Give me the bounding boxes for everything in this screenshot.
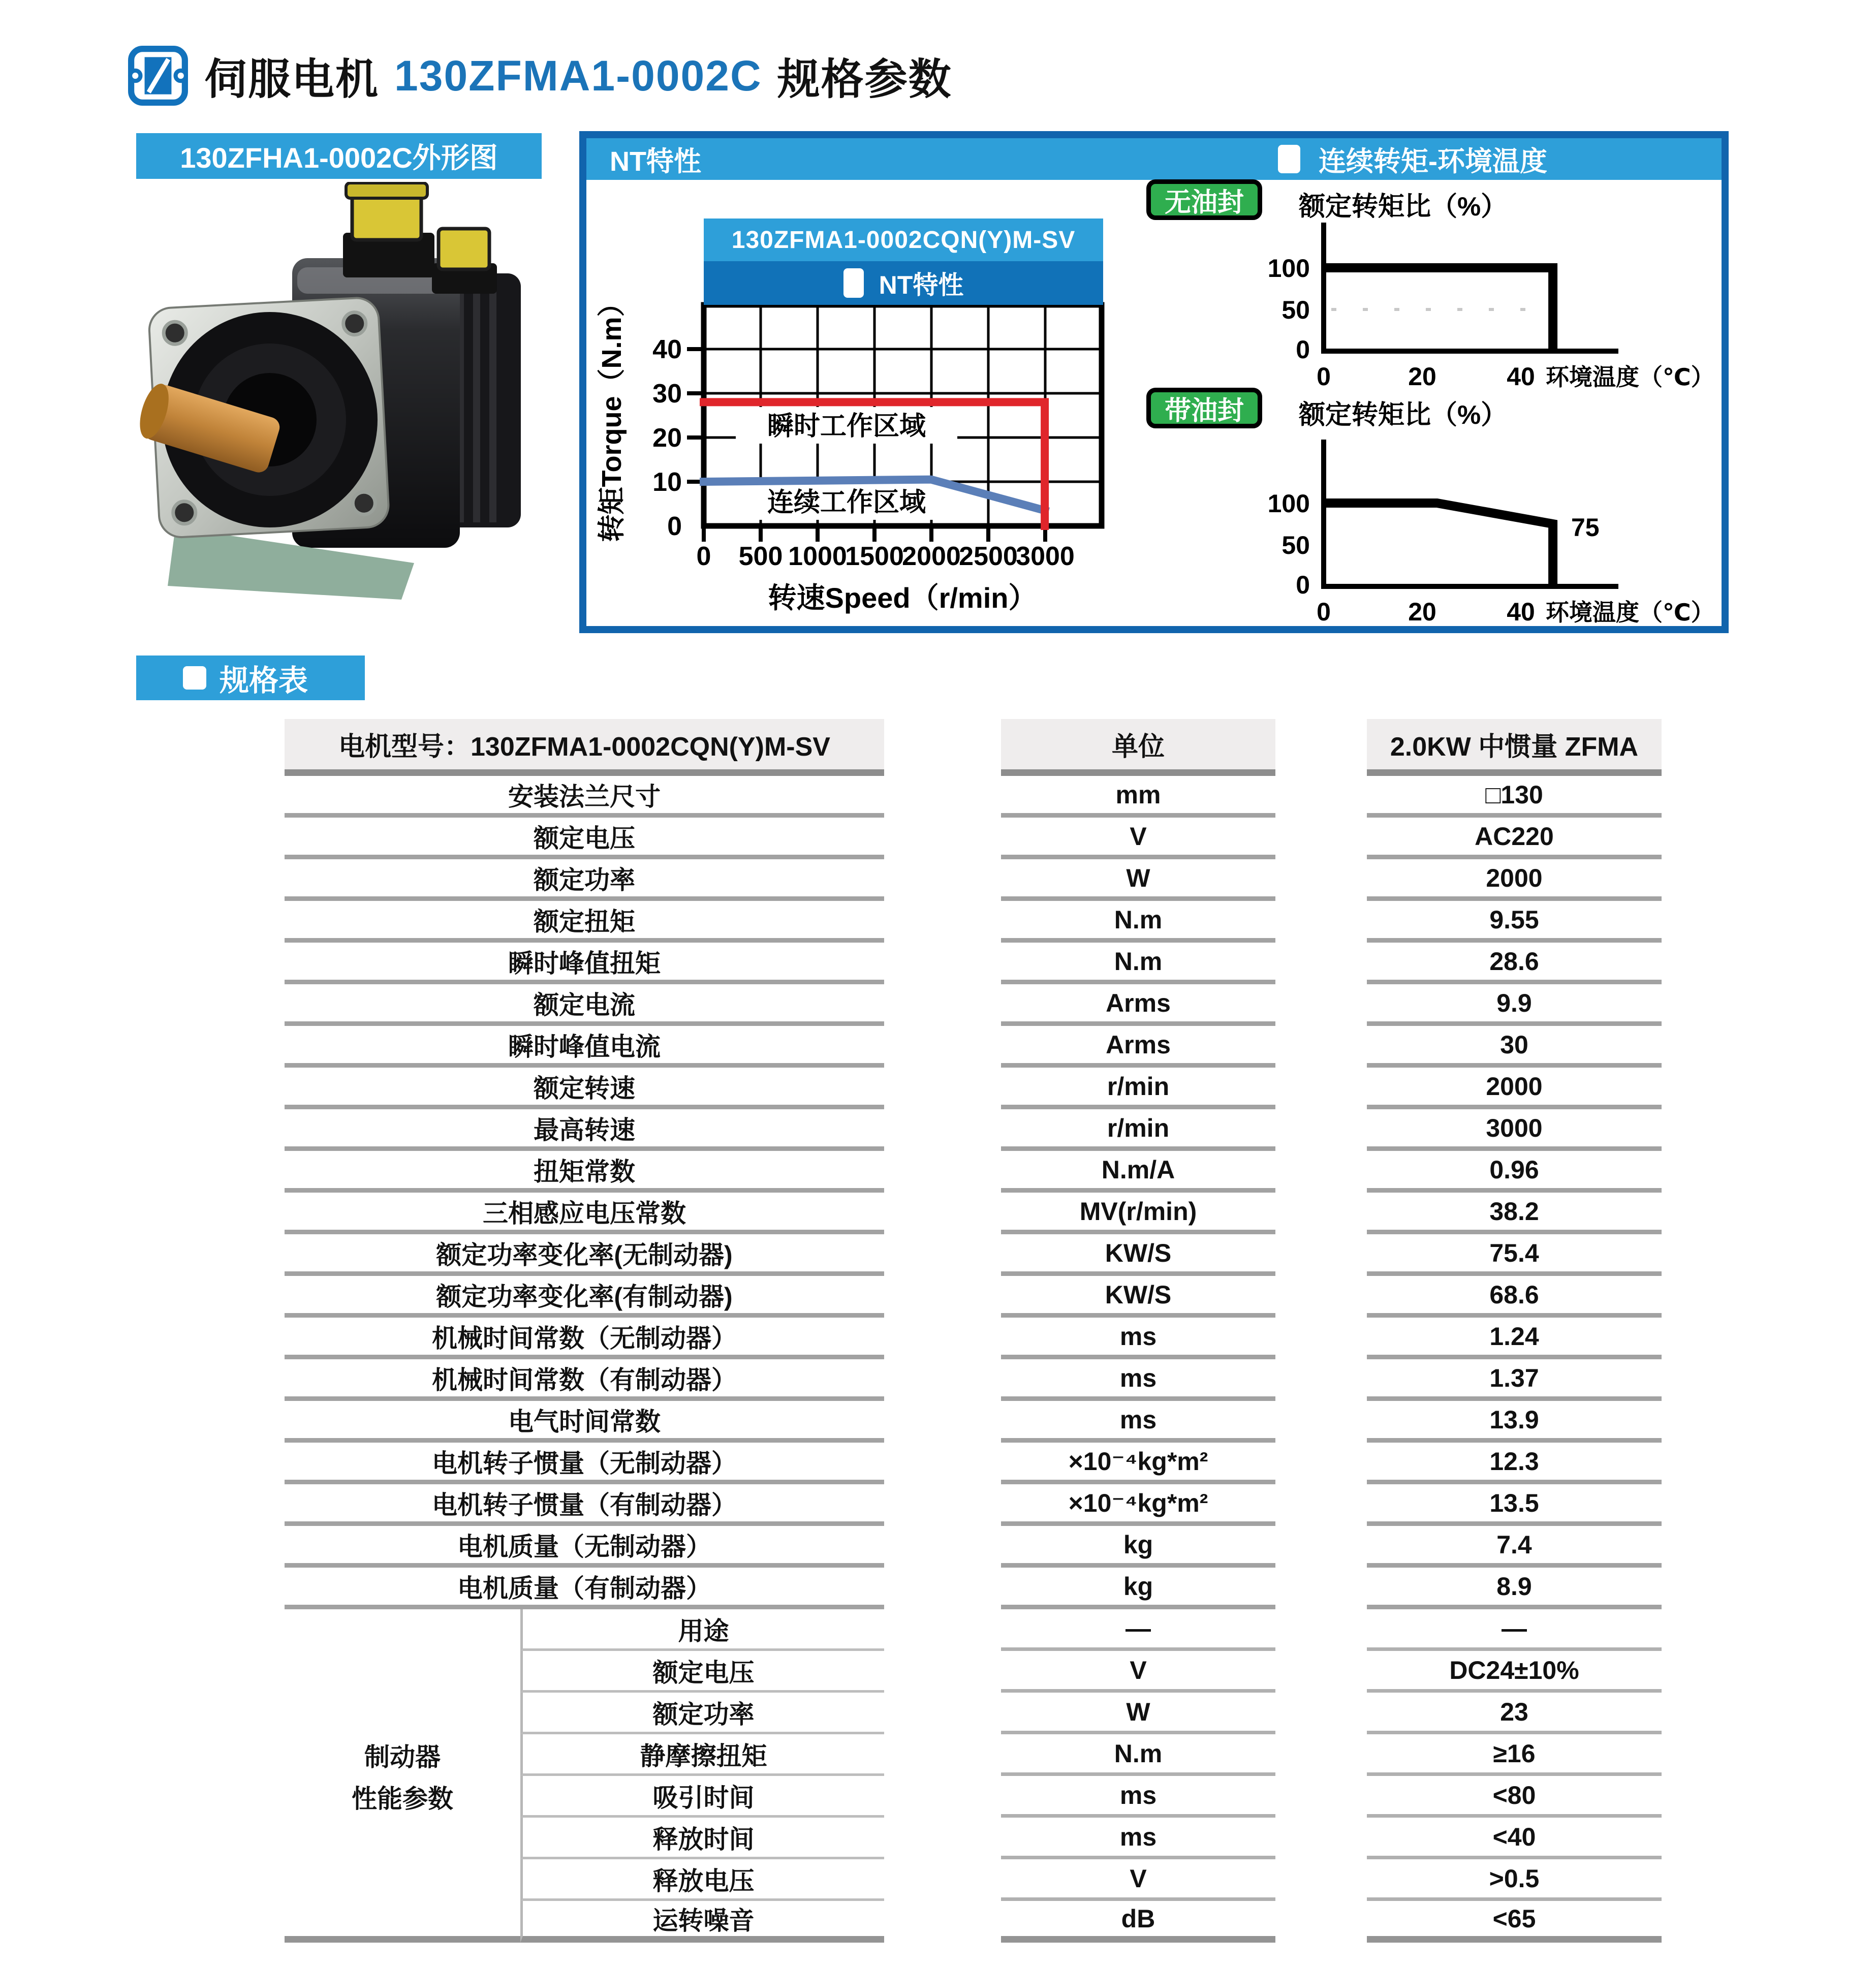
- table-row: [285, 1484, 1662, 1526]
- brake-group-line1: 制动器: [364, 1743, 441, 1771]
- param-value: 8.9: [1367, 1568, 1662, 1609]
- param-value: 28.6: [1367, 943, 1662, 984]
- os-line: [1324, 503, 1553, 586]
- param-name: 运转噪音: [520, 1901, 884, 1943]
- param-unit: W: [1001, 1693, 1275, 1734]
- motor-logo-icon: [127, 45, 189, 107]
- param-name: 安装法兰尺寸: [285, 776, 884, 818]
- table-row: [285, 1068, 1662, 1109]
- param-name: 电机转子惯量（有制动器）: [285, 1484, 884, 1526]
- param-name: 电机质量（有制动器）: [285, 1568, 884, 1609]
- of-xlabel: 环境温度（℃）: [1546, 364, 1714, 390]
- param-value: 75.4: [1367, 1234, 1662, 1276]
- param-value: <65: [1367, 1901, 1662, 1943]
- brake-group-line2: 性能参数: [352, 1785, 453, 1813]
- nt-ytick: 40: [652, 335, 682, 364]
- of-ytick: 0: [1296, 335, 1310, 364]
- param-unit: ms: [1001, 1818, 1275, 1859]
- param-value: —: [1367, 1609, 1662, 1651]
- param-value: 68.6: [1367, 1276, 1662, 1318]
- table-row: [285, 1318, 1662, 1359]
- param-name: 释放电压: [520, 1859, 884, 1901]
- param-unit: —: [1001, 1609, 1275, 1651]
- param-value: 1.37: [1367, 1359, 1662, 1401]
- param-value: 23: [1367, 1693, 1662, 1734]
- page-title: [127, 44, 952, 108]
- nt-chart-subtitle: [704, 261, 1103, 305]
- title-prefix: 伺服电机: [204, 55, 380, 103]
- param-value: 2000: [1367, 859, 1662, 901]
- param-name: 释放时间: [520, 1818, 884, 1859]
- nt-xtick: 1000: [788, 542, 847, 571]
- nt-header-label: NT特性: [610, 146, 701, 177]
- os-xtick: 20: [1408, 598, 1436, 626]
- param-value: □130: [1367, 776, 1662, 818]
- param-value: 38.2: [1367, 1193, 1662, 1234]
- param-value: 9.9: [1367, 984, 1662, 1026]
- nt-ylabel: 转矩Torque（N.m）: [597, 289, 627, 542]
- param-unit: Arms: [1001, 984, 1275, 1026]
- param-name: 额定转速: [285, 1068, 884, 1109]
- of-line: [1324, 268, 1553, 351]
- of-xtick: 40: [1507, 362, 1535, 391]
- param-value: <40: [1367, 1818, 1662, 1859]
- nt-ytick: 30: [652, 379, 682, 409]
- param-unit: kg: [1001, 1526, 1275, 1568]
- spec-table-badge: [136, 656, 365, 700]
- white-square-icon: [183, 666, 206, 690]
- torque-temp-header-label: 连续转矩-环境温度: [1319, 146, 1547, 177]
- param-name: 瞬时峰值扭矩: [285, 943, 884, 984]
- white-square-icon: [843, 268, 864, 298]
- param-name: 最高转速: [285, 1109, 884, 1151]
- oil-seal-chart: [1268, 440, 1714, 626]
- param-name: 额定电流: [285, 984, 884, 1026]
- param-unit: KW/S: [1001, 1234, 1275, 1276]
- param-name: 扭矩常数: [285, 1151, 884, 1193]
- param-unit: V: [1001, 818, 1275, 859]
- os-annotation-75: 75: [1571, 513, 1600, 542]
- motor-photo-label: 130ZFHA1-0002C外形图: [136, 133, 542, 179]
- param-name: 用途: [520, 1609, 884, 1651]
- param-unit: mm: [1001, 776, 1275, 818]
- table-row: [285, 776, 1662, 818]
- table-row: [285, 1276, 1662, 1318]
- param-value: 2000: [1367, 1068, 1662, 1109]
- characteristics-panel: [579, 131, 1729, 633]
- param-unit: V: [1001, 1859, 1275, 1901]
- param-value: 9.55: [1367, 901, 1662, 943]
- os-ytick: 100: [1267, 489, 1310, 518]
- param-unit: kg: [1001, 1568, 1275, 1609]
- oil-seal-ylabel: 额定转矩比（%）: [1299, 400, 1508, 430]
- param-name: 电机质量（无制动器）: [285, 1526, 884, 1568]
- oil-free-ylabel: 额定转矩比（%）: [1299, 192, 1508, 222]
- table-row: [285, 943, 1662, 984]
- table-row: [285, 1443, 1662, 1484]
- os-ytick: 50: [1281, 531, 1310, 559]
- param-unit: N.m: [1001, 943, 1275, 984]
- param-unit: N.m: [1001, 1734, 1275, 1776]
- param-name: 额定电压: [285, 818, 884, 859]
- spec-table-body: [285, 776, 1662, 1609]
- nt-ytick: 20: [652, 423, 682, 453]
- param-name: 额定扭矩: [285, 901, 884, 943]
- param-unit: N.m: [1001, 901, 1275, 943]
- param-unit: ms: [1001, 1776, 1275, 1818]
- nt-ytick: 10: [652, 467, 682, 497]
- oil-free-badge: 无油封: [1146, 179, 1262, 220]
- nt-region-continuous: 连续工作区域: [767, 488, 926, 517]
- param-name: 电气时间常数: [285, 1401, 884, 1443]
- spec-table-header: [285, 719, 1662, 776]
- os-xtick: 0: [1317, 598, 1331, 626]
- nt-xtick: 500: [738, 542, 783, 571]
- param-value: 12.3: [1367, 1443, 1662, 1484]
- param-unit: r/min: [1001, 1068, 1275, 1109]
- param-value: 0.96: [1367, 1151, 1662, 1193]
- param-name: 额定电压: [520, 1651, 884, 1693]
- param-name: 电机转子惯量（无制动器）: [285, 1443, 884, 1484]
- table-row: [285, 859, 1662, 901]
- param-value: AC220: [1367, 818, 1662, 859]
- of-ytick: 50: [1281, 296, 1310, 324]
- param-unit: N.m/A: [1001, 1151, 1275, 1193]
- title-suffix: 规格参数: [777, 55, 952, 103]
- table-row: [285, 1359, 1662, 1401]
- title-model: 130ZFMA1-0002C: [394, 51, 762, 100]
- param-name: 吸引时间: [520, 1776, 884, 1818]
- param-value: DC24±10%: [1367, 1651, 1662, 1693]
- of-xtick: 0: [1317, 362, 1331, 391]
- param-name: 机械时间常数（有制动器）: [285, 1359, 884, 1401]
- param-unit: r/min: [1001, 1109, 1275, 1151]
- param-value: ≥16: [1367, 1734, 1662, 1776]
- motor-connectors: [343, 183, 497, 294]
- os-xtick: 40: [1507, 598, 1535, 626]
- nt-xtick: 2000: [902, 542, 961, 571]
- table-row: [285, 1568, 1662, 1609]
- spec-table: [285, 719, 1662, 1943]
- nt-chart: [597, 290, 1102, 614]
- table-row: [285, 1026, 1662, 1068]
- brake-group-label: [285, 1609, 520, 1943]
- param-value: >0.5: [1367, 1859, 1662, 1901]
- motor-photo: [140, 182, 536, 604]
- nt-chart-title: 130ZFMA1-0002CQN(Y)M-SV: [704, 219, 1103, 261]
- nt-region-instant: 瞬时工作区域: [767, 412, 926, 441]
- param-value: 13.9: [1367, 1401, 1662, 1443]
- param-value: 1.24: [1367, 1318, 1662, 1359]
- nt-ytick: 0: [667, 512, 682, 541]
- nt-chart-subtitle-label: NT特性: [879, 271, 964, 299]
- table-row: [285, 1151, 1662, 1193]
- param-unit: KW/S: [1001, 1276, 1275, 1318]
- os-xlabel: 环境温度（℃）: [1546, 599, 1714, 626]
- param-value: 30: [1367, 1026, 1662, 1068]
- param-value: 13.5: [1367, 1484, 1662, 1526]
- header-model: 电机型号：130ZFMA1-0002CQN(Y)M-SV: [285, 719, 884, 776]
- table-row: [285, 818, 1662, 859]
- table-row: [285, 1109, 1662, 1151]
- param-name: 额定功率: [520, 1693, 884, 1734]
- nt-xtick: 0: [696, 542, 711, 571]
- param-unit: ms: [1001, 1318, 1275, 1359]
- param-unit: V: [1001, 1651, 1275, 1693]
- param-unit: ms: [1001, 1401, 1275, 1443]
- of-ytick: 100: [1267, 254, 1310, 283]
- param-name: 瞬时峰值电流: [285, 1026, 884, 1068]
- os-ytick: 0: [1296, 571, 1310, 599]
- param-name: 三相感应电压常数: [285, 1193, 884, 1234]
- param-unit: MV(r/min): [1001, 1193, 1275, 1234]
- brake-section: [285, 1609, 1662, 1943]
- param-value: 3000: [1367, 1109, 1662, 1151]
- param-value: 7.4: [1367, 1526, 1662, 1568]
- param-name: 额定功率变化率(无制动器): [285, 1234, 884, 1276]
- header-series: 2.0KW 中惯量 ZFMA: [1367, 719, 1662, 776]
- table-row: [285, 1234, 1662, 1276]
- param-unit: dB: [1001, 1901, 1275, 1943]
- param-unit: Arms: [1001, 1026, 1275, 1068]
- param-value: <80: [1367, 1776, 1662, 1818]
- param-name: 额定功率: [285, 859, 884, 901]
- table-row: [285, 1526, 1662, 1568]
- spec-table-badge-label: 规格表: [220, 664, 308, 697]
- param-name: 机械时间常数（无制动器）: [285, 1318, 884, 1359]
- table-row: [285, 1193, 1662, 1234]
- param-name: 静摩擦扭矩: [520, 1734, 884, 1776]
- table-row: [285, 901, 1662, 943]
- table-row: [285, 1401, 1662, 1443]
- of-xtick: 20: [1408, 362, 1436, 391]
- table-row: [285, 984, 1662, 1026]
- nt-xtick: 3000: [1016, 542, 1075, 571]
- param-unit: ms: [1001, 1359, 1275, 1401]
- param-name: 额定功率变化率(有制动器): [285, 1276, 884, 1318]
- header-unit: 单位: [1001, 719, 1275, 776]
- param-unit: W: [1001, 859, 1275, 901]
- param-unit: ×10⁻⁴kg*m²: [1001, 1443, 1275, 1484]
- param-unit: ×10⁻⁴kg*m²: [1001, 1484, 1275, 1526]
- nt-xlabel: 转速Speed（r/min）: [768, 582, 1037, 614]
- nt-xtick: 2500: [959, 542, 1018, 571]
- nt-xtick: 1500: [845, 542, 904, 571]
- oil-seal-badge: 带油封: [1146, 388, 1262, 428]
